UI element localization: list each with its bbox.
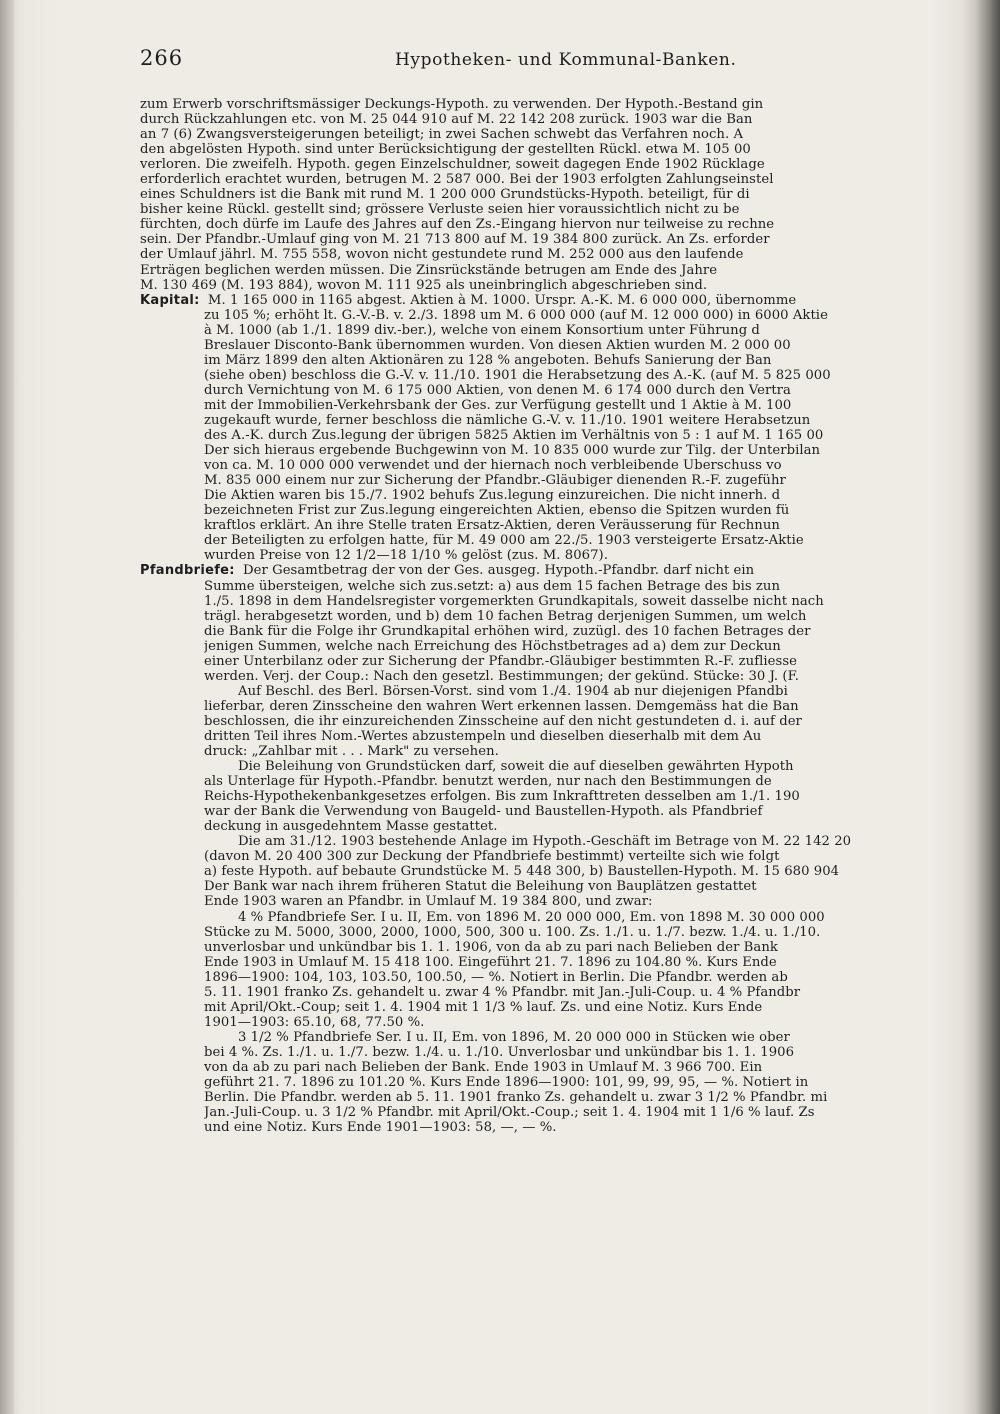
text-line: Jan.-Juli-Coup. u. 3 1/2 % Pfandbr. mit April/Okt.-Coup.; seit 1. 4. 1904 mit 1 1/6 % lauf. Zs bbox=[204, 1105, 815, 1121]
page-edge-shadow bbox=[976, 0, 1000, 1414]
text-line: zum Erwerb vorschriftsmässiger Deckungs-Hypoth. zu verwenden. Der Hypoth.-Bestand gin bbox=[140, 97, 764, 112]
text-line: 1896—1900: 104, 103, 103.50, 100.50, — %. Notiert in Berlin. Die Pfandbr. werden ab bbox=[204, 969, 788, 985]
text-line: werden. Verj. der Coup.: Nach den gesetzl. Bestimmungen; der gekünd. Stücke: 30 J. (F. bbox=[204, 668, 799, 684]
text-line: Breslauer Disconto-Bank übernommen wurden. Von diesen Aktien wurden M. 2 000 00 bbox=[204, 337, 791, 353]
text-line: mit der Immobilien-Verkehrsbank der Ges. zur Verfügung gestellt und 1 Aktie à M. 100 bbox=[204, 397, 792, 413]
text-line: 1901—1903: 65.10, 68, 77.50 %. bbox=[204, 1014, 425, 1030]
text-line: trägl. herabgesetzt worden, und b) dem 10 fachen Betrag derjenigen Summen, um welch bbox=[204, 608, 807, 624]
text-line: Berlin. Die Pfandbr. werden ab 5. 11. 1901 franko Zs. gehandelt u. zwar 3 1/2 % Pfandbr. mi bbox=[204, 1090, 828, 1106]
text-line: a) feste Hypoth. auf bebaute Grundstücke M. 5 448 300, b) Baustellen-Hypoth. M. 15 680 904 bbox=[204, 864, 840, 880]
text-line: 1./5. 1898 in dem Handelsregister vorgemerkten Grundkapitals, soweit dasselbe nicht nach bbox=[204, 593, 824, 609]
text-line: Der sich hieraus ergebende Buchgewinn von M. 10 835 000 wurde zur Tilg. der Unterbilan bbox=[204, 443, 821, 459]
text-line: 5. 11. 1901 franko Zs. gehandelt u. zwar 4 % Pfandbr. mit Jan.-Juli-Coup. u. 4 % Pfandbr bbox=[204, 984, 801, 1000]
binding-gutter bbox=[0, 0, 14, 1414]
text-line: zu 105 %; erhöht lt. G.-V.-B. v. 2./3. 1898 um M. 6 000 000 (auf M. 12 000 000) in 6000 Aktie bbox=[204, 307, 828, 323]
text-line: einer Unterbilanz oder zur Sicherung der Pfandbr.-Gläubiger bestimmten R.-F. zufliesse bbox=[204, 653, 798, 669]
page-number: 266 bbox=[140, 46, 184, 70]
paragraph-3-5-prozent-pfandbriefe bbox=[140, 1030, 952, 1135]
text-line: bisher keine Rückl. gestellt sind; grössere Verluste seien hier voraussichtlich nicht zu be bbox=[140, 202, 740, 218]
paragraph-boersen-vorstand bbox=[140, 684, 952, 759]
text-line: zugekauft wurde, ferner beschloss die nämliche G.-V. v. 11./10. 1901 weitere Herabsetzun bbox=[204, 412, 811, 428]
text-line: im März 1899 den alten Aktionären zu 128 % angeboten. Behufs Sanierung der Ban bbox=[204, 352, 772, 368]
paragraph-anlage bbox=[140, 834, 952, 909]
text-line: der Beteiligten zu erfolgen hatte, für M. 49 000 am 22./5. 1903 versteigerte Ersatz-Aktie bbox=[204, 533, 804, 549]
pfandbriefe-first-text: Der Gesamtbetrag der von der Ges. ausgeg. Hypoth.-Pfandbr. darf nicht ein bbox=[243, 563, 755, 579]
text-line: unverlosbar und unkündbar bis 1. 1. 1906, von da ab zu pari nach Belieben der Bank bbox=[204, 939, 778, 955]
text-line: Die Beleihung von Grundstücken darf, soweit die auf dieselben gewährten Hypoth bbox=[238, 759, 794, 775]
text-line: à M. 1000 (ab 1./1. 1899 div.-ber.), welche von einem Konsortium unter Führung d bbox=[204, 322, 760, 338]
text-line: von da ab zu pari nach Belieben der Bank. Ende 1903 in Umlauf M. 3 966 700. Ein bbox=[204, 1060, 763, 1075]
text-line: durch Vernichtung von M. 6 175 000 Aktien, von denen M. 6 174 000 durch den Vertra bbox=[204, 382, 791, 398]
kapital-first-text: M. 1 165 000 in 1165 abgest. Aktien à M. 1000. Urspr. A.-K. M. 6 000 000, übernomme bbox=[207, 292, 797, 308]
text-line: kraftlos erklärt. An ihre Stelle traten Ersatz-Aktien, deren Veräusserung für Rechnun bbox=[204, 518, 780, 534]
text-line: eines Schuldners ist die Bank mit rund M. 1 200 000 Grundstücks-Hypoth. beteiligt, für di bbox=[140, 187, 750, 203]
text-line: lieferbar, deren Zinsscheine den wahren Wert erkennen lassen. Demgemäss hat die Ban bbox=[204, 698, 799, 714]
text-line: mit April/Okt.-Coup; seit 1. 4. 1904 mit 1 1/3 % lauf. Zs. und eine Notiz. Kurs Ende bbox=[204, 999, 763, 1015]
text-line: Die Aktien waren bis 15./7. 1902 behufs Zus.legung einzureichen. Die nicht innerh. d bbox=[204, 488, 781, 504]
text-line: Auf Beschl. des Berl. Börsen-Vorst. sind vom 1./4. 1904 ab nur diejenigen Pfandbi bbox=[238, 683, 788, 699]
running-title: Hypotheken- und Kommunal-Banken. bbox=[395, 50, 737, 70]
text-line: durch Rückzahlungen etc. von M. 25 044 910 auf M. 22 142 208 zurück. 1903 war die Ban bbox=[140, 112, 753, 128]
text-line: als Unterlage für Hypoth.-Pfandbr. benutzt werden, nur nach den Bestimmungen de bbox=[204, 774, 772, 790]
text-line: Reichs-Hypothekenbankgesetzes erfolgen. Bis zum Inkrafttreten desselben am 1./1. 190 bbox=[204, 789, 800, 805]
pfandbriefe-heading: Pfandbriefe: bbox=[140, 563, 235, 579]
text-line: des A.-K. durch Zus.legung der übrigen 5825 Aktien im Verhältnis von 5 : 1 auf M. 1 165 00 bbox=[204, 428, 824, 444]
text-line: 4 % Pfandbriefe Ser. I u. II, Em. von 1896 M. 20 000 000, Em. von 1898 M. 30 000 000 bbox=[238, 909, 825, 925]
text-line: (davon M. 20 400 300 zur Deckung der Pfandbriefe bestimmt) verteilte sich wie folgt bbox=[204, 849, 780, 865]
text-line: den abgelösten Hypoth. sind unter Berücksichtigung der gestellten Rückl. etwa M. 105 00 bbox=[140, 142, 751, 158]
kapital-first-line bbox=[140, 293, 952, 308]
text-line: sein. Der Pfandbr.-Umlauf ging von M. 21 713 800 auf M. 19 384 800 zurück. An Zs. erforder bbox=[140, 232, 770, 248]
text-line: war der Bank die Verwendung von Baugeld- und Baustellen-Hypoth. als Pfandbrief bbox=[204, 804, 763, 820]
text-line: 3 1/2 % Pfandbriefe Ser. I u. II, Em. von 1896, M. 20 000 000 in Stücken wie ober bbox=[238, 1029, 790, 1045]
text-line: Der Bank war nach ihrem früheren Statut die Beleihung von Bauplätzen gestattet bbox=[204, 879, 757, 895]
text-line: Ende 1903 in Umlauf M. 15 418 100. Eingeführt 21. 7. 1896 zu 104.80 %. Kurs Ende bbox=[204, 954, 777, 970]
text-line: deckung in ausgedehntem Masse gestattet. bbox=[204, 819, 498, 835]
text-line: Summe übersteigen, welche sich zus.setzt: a) aus dem 15 fachen Betrage des bis zun bbox=[204, 578, 780, 594]
page-body bbox=[140, 97, 952, 1397]
text-line: bezeichneten Frist zur Zus.legung eingereichten Aktien, ebenso die Spitzen wurden fü bbox=[204, 503, 790, 519]
text-line: verloren. Die zweifelh. Hypoth. gegen Einzelschuldner, soweit dagegen Ende 1902 Rücklage bbox=[140, 157, 765, 173]
text-line: wurden Preise von 12 1/2—18 1/10 % gelöst (zus. M. 8067). bbox=[204, 548, 608, 564]
text-line: jenigen Summen, welche nach Erreichung des Höchstbetrages ad a) dem zur Deckun bbox=[204, 638, 781, 654]
text-line: von ca. M. 10 000 000 verwendet und der hiernach noch verbleibende Überschuss vo bbox=[204, 458, 782, 474]
kapital-heading: Kapital: bbox=[140, 292, 200, 308]
paragraph-hypothek-bestand bbox=[140, 97, 952, 293]
text-line: (siehe oben) beschloss die G.-V. v. 11./10. 1901 die Herabsetzung des A.-K. (auf M. 5 825 000 bbox=[204, 367, 831, 383]
paragraph-4-prozent-pfandbriefe bbox=[140, 910, 952, 1030]
text-line: Erträgen beglichen werden müssen. Die Zinsrückstände betrugen am Ende des Jahre bbox=[140, 262, 718, 278]
text-line: an 7 (6) Zwangsversteigerungen beteiligt; in zwei Sachen schwebt das Verfahren noch. A bbox=[140, 127, 744, 143]
text-line: der Umlauf jährl. M. 755 558, wovon nicht gestundete rund M. 252 000 aus den laufende bbox=[140, 247, 744, 263]
text-line: M. 835 000 einem nur zur Sicherung der Pfandbr.-Gläubiger dienenden R.-F. zugeführ bbox=[204, 473, 786, 489]
text-line: dritten Teil ihres Nom.-Wertes abzustempeln und dieselben dieserhalb mit dem Au bbox=[204, 728, 762, 744]
text-line: bei 4 %. Zs. 1./1. u. 1./7. bezw. 1./4. u. 1./10. Unverlosbar und unkündbar bis 1. 1. 1906 bbox=[204, 1044, 795, 1060]
text-line: Stücke zu M. 5000, 3000, 2000, 1000, 500, 300 u. 100. Zs. 1./1. u. 1./7. bezw. 1./4. u. 1./10. bbox=[204, 924, 821, 940]
text-line: erforderlich erachtet wurden, betrugen M. 2 587 000. Bei der 1903 erfolgten Zahlungseinstel bbox=[140, 172, 774, 188]
paragraph-kapital bbox=[140, 308, 952, 564]
text-line: M. 130 469 (M. 193 884), wovon M. 111 925 als uneinbringlich abgeschrieben sind. bbox=[140, 277, 708, 293]
text-line: die Bank für die Folge ihr Grundkapital erhöhen wird, zuzügl. des 10 fachen Betrages der bbox=[204, 623, 811, 639]
text-line: und eine Notiz. Kurs Ende 1901—1903: 58, —, — %. bbox=[204, 1120, 557, 1136]
paragraph-pfandbriefe-summe bbox=[140, 579, 952, 684]
paragraph-beleihung bbox=[140, 759, 952, 834]
text-line: geführt 21. 7. 1896 zu 101.20 %. Kurs Ende 1896—1900: 101, 99, 99, 95, — %. Notiert in bbox=[204, 1075, 809, 1091]
text-line: beschlossen, die ihr einzureichenden Zinsscheine auf den nicht gestundeten d. i. auf der bbox=[204, 713, 802, 729]
page-header bbox=[140, 46, 950, 78]
text-line: druck: „Zahlbar mit . . . Mark" zu versehen. bbox=[204, 744, 499, 760]
text-line: fürchten, doch dürfe im Laufe des Jahres auf den Zs.-Eingang hiervon nur teilweise zu rechne bbox=[140, 217, 775, 233]
text-line: Ende 1903 waren an Pfandbr. in Umlauf M. 19 384 800, und zwar: bbox=[204, 894, 653, 910]
text-line: Die am 31./12. 1903 bestehende Anlage im Hypoth.-Geschäft im Betrage von M. 22 142 20 bbox=[238, 834, 852, 850]
pfandbriefe-first-line bbox=[140, 563, 952, 578]
